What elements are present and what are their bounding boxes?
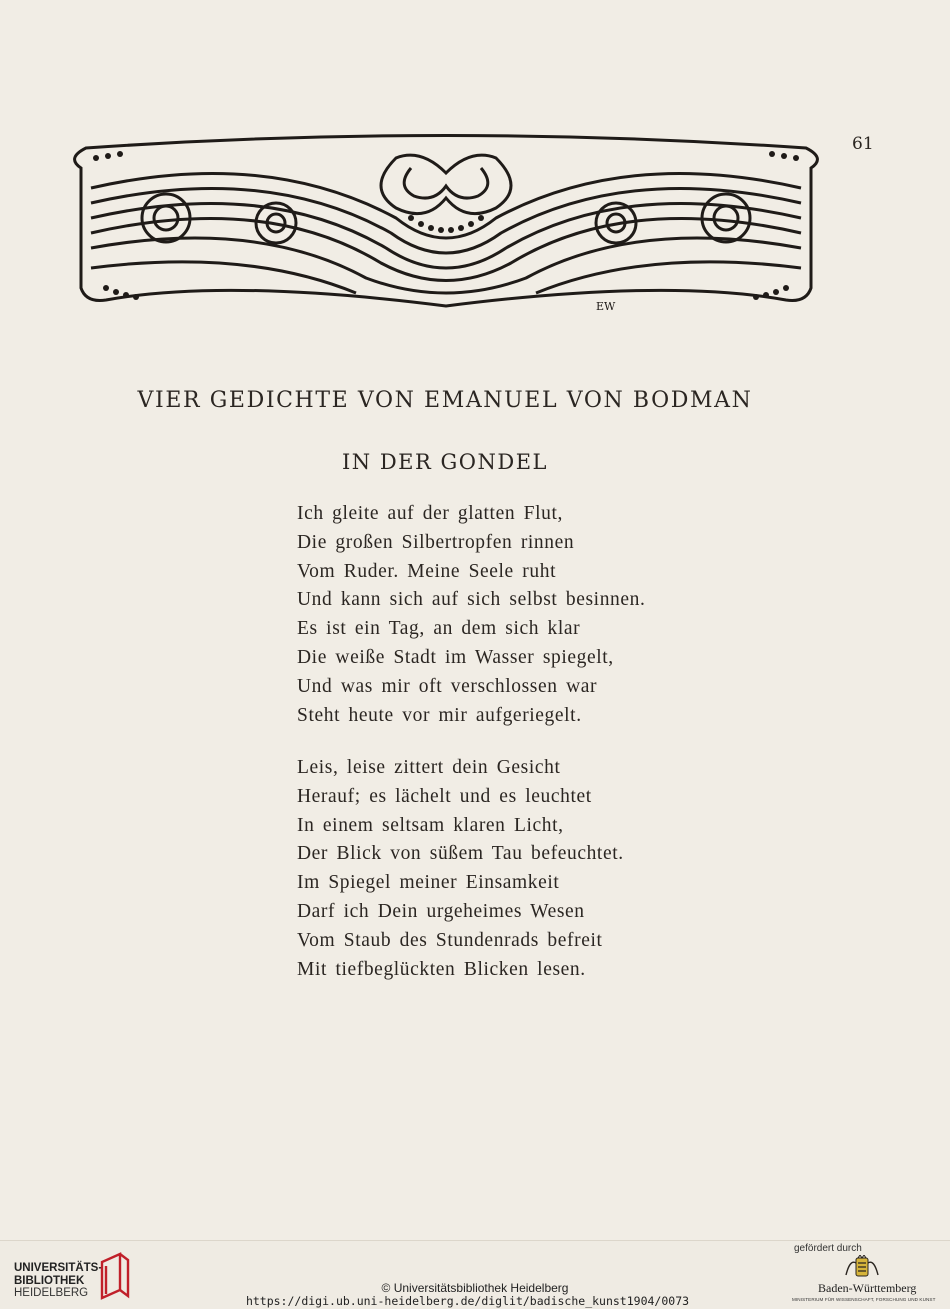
poem-line: Leis, leise zittert dein Gesicht — [297, 757, 561, 778]
library-name-line1: UNIVERSITÄTS- — [14, 1262, 103, 1274]
poem-line: In einem seltsam klaren Licht, — [297, 814, 564, 836]
collection-title: VIER GEDICHTE VON EMANUEL VON BODMAN — [137, 388, 753, 413]
poem-line: Darf ich Dein urgeheimes Wesen — [297, 900, 585, 922]
copyright-notice: © Universitätsbibliothek Heidelberg — [381, 1281, 569, 1295]
poem-line: Die weiße Stadt im Wasser spiegelt, — [297, 646, 614, 668]
ornament-monogram: EW — [596, 300, 616, 313]
art-nouveau-ornament — [66, 128, 826, 318]
sponsor-label: gefördert durch — [794, 1243, 862, 1254]
poem-line: Die großen Silbertropfen rinnen — [297, 531, 575, 553]
poem-line: Und kann sich auf sich selbst besinnen. — [297, 589, 646, 611]
poem-title: IN DER GONDEL — [342, 450, 548, 474]
poem-line: Vom Ruder. Meine Seele ruht — [297, 560, 557, 582]
poem-line: Ich gleite auf der glatten Flut, — [297, 503, 563, 524]
poem-line: Es ist ein Tag, an dem sich klar — [297, 618, 581, 640]
poem-line: Und was mir oft verschlossen war — [297, 675, 598, 697]
stanza-1 — [297, 500, 645, 730]
poem-line: Vom Staub des Stundenrads befreit — [297, 929, 603, 951]
page-number: 61 — [852, 134, 874, 154]
library-name-line2: BIBLIOTHEK — [14, 1274, 85, 1287]
sponsor-name: Baden-Württemberg — [818, 1281, 917, 1295]
permalink-url[interactable]: https://digi.ub.uni-heidelberg.de/diglit/badische_kunst1904/0073 — [245, 1294, 690, 1308]
poem-line: Steht heute vor mir aufgeriegelt. — [297, 704, 582, 726]
library-name-line3: HEIDELBERG — [14, 1287, 89, 1299]
poem-line: Mit tiefbeglückten Blicken lesen. — [297, 958, 586, 980]
poem-line: Herauf; es lächelt und es leuchtet — [297, 785, 592, 807]
stanza-2 — [297, 754, 624, 984]
poem-line: Der Blick von süßem Tau befeuchtet. — [297, 843, 624, 865]
baden-wuerttemberg-crest-icon — [842, 1255, 882, 1281]
sponsor-ministry: MINISTERIUM FÜR WISSENSCHAFT, FORSCHUNG UND KUNST — [792, 1297, 936, 1302]
poem-line: Im Spiegel meiner Einsamkeit — [297, 872, 560, 894]
